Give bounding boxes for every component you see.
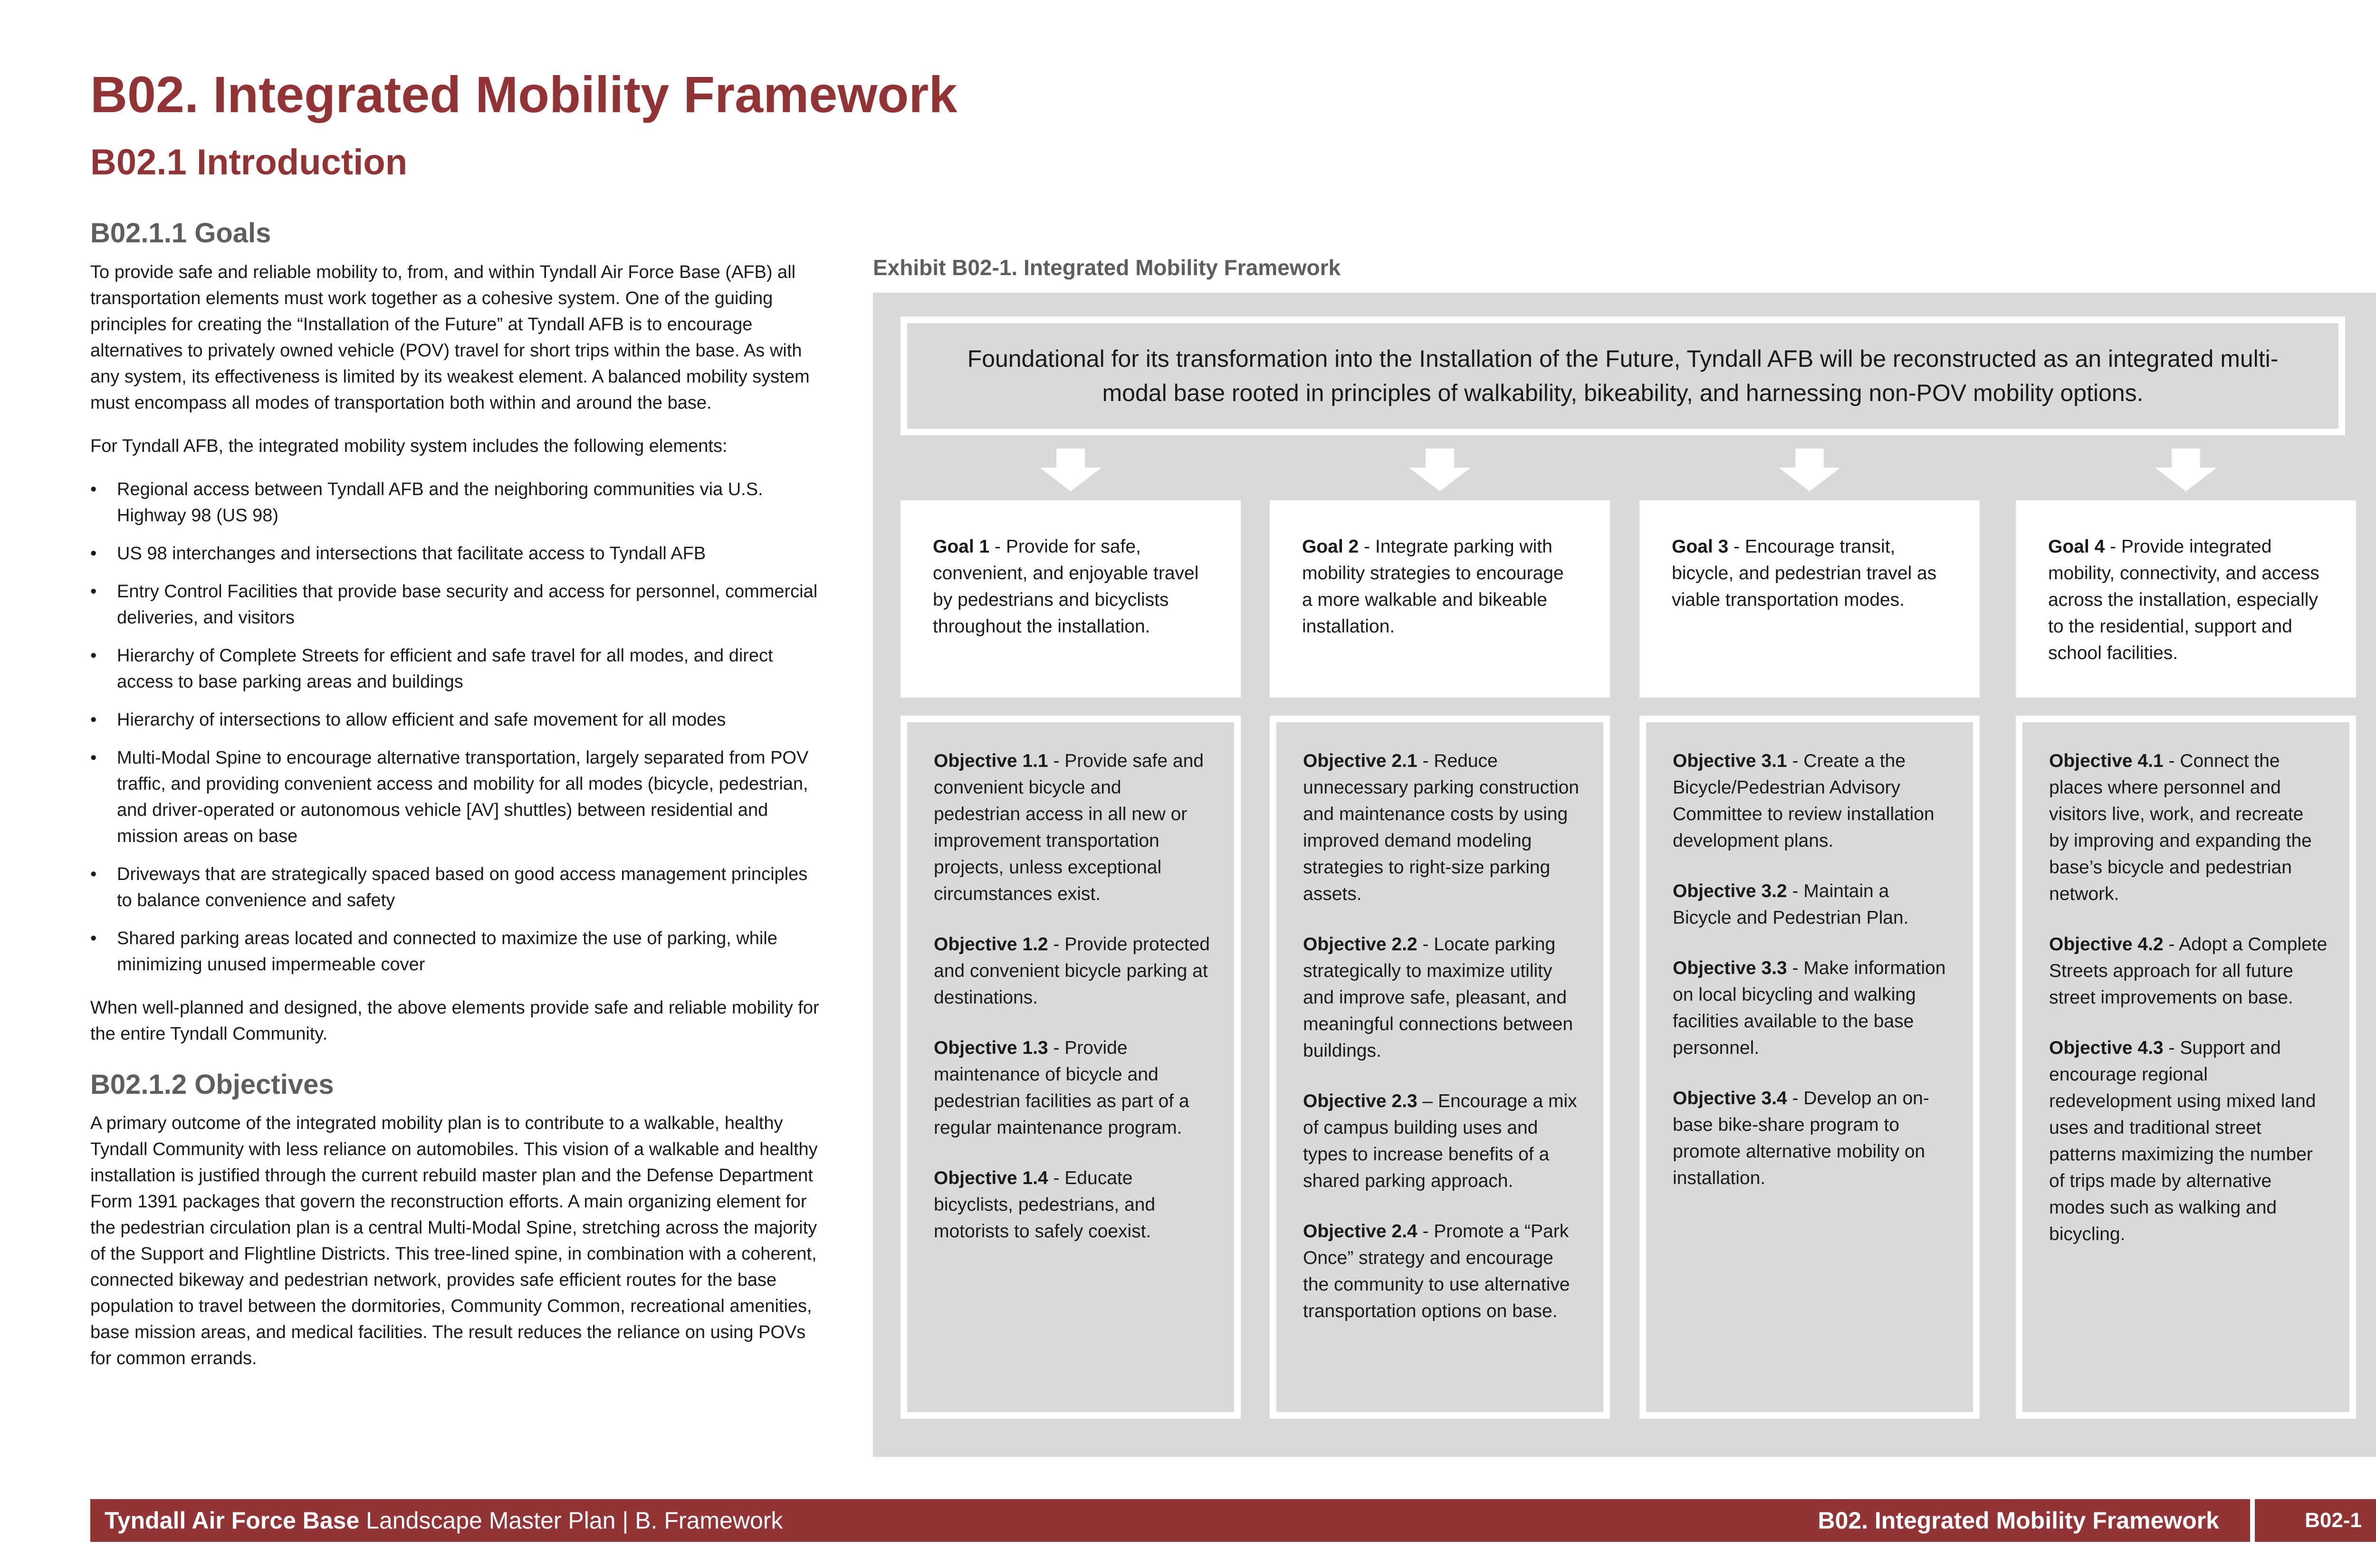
footer-divider — [2250, 1499, 2255, 1542]
list-item-text: Regional access between Tyndall AFB and the neighboring communities via U.S. Highway 98 (US 98) — [117, 479, 763, 526]
goal-card-1 — [901, 500, 1241, 698]
objective-text: - Locate parking strategically to maximize utility and improve safe, pleasant, and meaningful connections between buildings. — [1303, 934, 1573, 1061]
objective-text: - Maintain a Bicycle and Pedestrian Plan. — [1673, 881, 1909, 928]
list-item-text: Entry Control Facilities that provide base security and access for personnel, commercial deliveries, and visitors — [117, 581, 818, 628]
objective-text: - Provide maintenance of bicycle and pedestrian facilities as part of a regular maintenance program. — [934, 1038, 1189, 1138]
bullet-icon: • — [90, 479, 97, 499]
goal-text: - Integrate parking with mobility strategies to encourage a more walkable and bikeable installation. — [1302, 536, 1564, 637]
goal-text: - Provide integrated mobility, connectivity, and access across the installation, especially to the residential, support and school facilities. — [2048, 536, 2319, 663]
list-item — [90, 477, 822, 529]
objective-text: - Create a the Bicycle/Pedestrian Advisory Committee to review installation development plans. — [1673, 751, 1935, 851]
objective-label: Objective 2.4 — [1303, 1221, 1418, 1242]
goal-label: Goal 1 — [933, 536, 990, 557]
list-item-text: Driveways that are strategically spaced based on good access management principles to balance convenience and safety — [117, 864, 808, 910]
footer-base-name: Tyndall Air Force Base — [105, 1507, 360, 1534]
list-item — [90, 541, 822, 567]
page-title: B02. Integrated Mobility Framework — [90, 66, 958, 123]
list-item — [90, 745, 822, 850]
footer-plan-name: Landscape Master Plan | B. Framework — [359, 1507, 783, 1534]
footer-document-title — [105, 1499, 783, 1542]
exhibit-panel — [873, 293, 2376, 1457]
list-item-text: US 98 interchanges and intersections that facilitate access to Tyndall AFB — [117, 543, 706, 564]
objective-text: - Support and encourage regional redevelopment using mixed land uses and traditional street patterns maximizing the number of trips made by alternative modes such as walking and bicycling. — [2049, 1038, 2316, 1244]
goal-card-4 — [2016, 500, 2356, 698]
objective-item — [2049, 748, 2328, 908]
goal-text: - Encourage transit, bicycle, and pedestrian travel as viable transportation modes. — [1672, 536, 1937, 610]
objective-item — [1673, 748, 1951, 854]
goals-paragraph-2: For Tyndall AFB, the integrated mobility system includes the following elements: — [90, 436, 728, 456]
bullet-icon: • — [90, 928, 97, 948]
list-item-text: Shared parking areas located and connected to maximize the use of parking, while minimizing unused impermeable cover — [117, 928, 777, 975]
footer-section-title: B02. Integrated Mobility Framework — [1818, 1507, 2219, 1534]
objective-label: Objective 1.3 — [934, 1038, 1048, 1058]
objectives-card-4 — [2016, 716, 2356, 1419]
objective-item — [1303, 931, 1581, 1064]
goals-paragraph-3: When well-planned and designed, the above elements provide safe and reliable mobility for the entire Tyndall Community. — [90, 997, 819, 1044]
list-item — [90, 861, 822, 914]
intro-box — [901, 316, 2345, 435]
objective-text: - Make information on local bicycling and walking facilities available to the base personnel. — [1673, 958, 1946, 1058]
objective-text: - Provide safe and convenient bicycle and pedestrian access in all new or improvement transportation projects, unless exceptional circumstances exist. — [934, 751, 1204, 904]
objective-text: - Adopt a Complete Streets approach for all future street improvements on base. — [2049, 934, 2328, 1008]
bullet-icon: • — [90, 747, 97, 768]
objective-item — [1673, 1085, 1951, 1192]
objective-label: Objective 2.1 — [1303, 751, 1418, 771]
objective-text: - Educate bicyclists, pedestrians, and motorists to safely coexist. — [934, 1168, 1156, 1242]
list-item — [90, 926, 822, 978]
objective-item — [934, 1035, 1212, 1141]
down-arrow-icon — [2155, 449, 2217, 491]
list-item-text: Multi-Modal Spine to encourage alternative transportation, largely separated from POV traffic, and providing convenient access and mobility for all modes (bicycle, pedestrian, and driver-operated or autonomous vehicle [AV] shuttles) between residential and mission areas on base — [117, 747, 809, 846]
objective-item — [934, 748, 1212, 908]
down-arrow-icon — [1779, 449, 1840, 491]
down-arrow-icon — [1409, 449, 1471, 491]
goal-text: - Provide for safe, convenient, and enjoyable travel by pedestrians and bicyclists throughout the installation. — [933, 536, 1199, 637]
objective-label: Objective 1.2 — [934, 934, 1048, 955]
objective-text: - Promote a “Park Once” strategy and encourage the community to use alternative transportation options on base. — [1303, 1221, 1570, 1321]
objective-label: Objective 3.3 — [1673, 958, 1787, 978]
objective-label: Objective 4.2 — [2049, 934, 2164, 955]
goal-label: Goal 3 — [1672, 536, 1729, 557]
exhibit-caption: Exhibit B02-1. Integrated Mobility Framework — [873, 255, 1341, 280]
objective-text: - Connect the places where personnel and visitors live, work, and recreate by improving and expanding the base’s bicycle and pedestrian network. — [2049, 751, 2312, 904]
intro-text: Foundational for its transformation into the Installation of the Future, Tyndall AFB will be reconstructed as an integrated multi-modal base rooted in principles of walkability, bikeability, and harnessing non-POV mobility options. — [907, 323, 2338, 429]
left-column — [90, 217, 822, 1389]
objective-item — [1303, 1218, 1581, 1325]
goal-card-3 — [1639, 500, 1980, 698]
objectives-card-2 — [1270, 716, 1610, 1419]
list-item — [90, 643, 822, 695]
bullet-icon: • — [90, 709, 97, 730]
down-arrow-icon — [1040, 449, 1102, 491]
bullet-icon: • — [90, 864, 97, 884]
list-item-text: Hierarchy of intersections to allow efficient and safe movement for all modes — [117, 709, 726, 730]
objective-item — [934, 931, 1212, 1011]
objective-text: - Develop an on-base bike-share program to promote alternative mobility on installation. — [1673, 1088, 1929, 1188]
objective-label: Objective 1.1 — [934, 751, 1048, 771]
objectives-card-1 — [901, 716, 1241, 1419]
bullet-icon: • — [90, 581, 97, 602]
objective-item — [2049, 1035, 2328, 1248]
goals-paragraph-1: To provide safe and reliable mobility to, from, and within Tyndall Air Force Base (AFB) all transportation elements must work together as a cohesive system. One of the guiding principles for creating the “Installation of the Future” at Tyndall AFB is to encourage alternatives to privately owned vehicle (POV) travel for short trips within the base. As with any system, its effectiveness is limited by its weakest element. A balanced mobility system must encompass all modes of transportation both within and around the base. — [90, 262, 810, 413]
list-item — [90, 579, 822, 631]
objective-item — [934, 1165, 1212, 1245]
objective-label: Objective 2.3 — [1303, 1091, 1418, 1111]
page-footer — [90, 1499, 2376, 1542]
objective-item — [1673, 878, 1951, 931]
objective-label: Objective 2.2 — [1303, 934, 1418, 955]
list-item — [90, 707, 822, 733]
objective-label: Objective 3.2 — [1673, 881, 1787, 901]
objective-item — [2049, 931, 2328, 1011]
section-subtitle: B02.1 Introduction — [90, 142, 408, 182]
objective-label: Objective 4.3 — [2049, 1038, 2164, 1058]
objective-text: – Encourage a mix of campus building uses and types to increase benefits of a shared parking approach. — [1303, 1091, 1577, 1191]
objective-label: Objective 3.4 — [1673, 1088, 1787, 1109]
elements-list — [90, 477, 822, 978]
goal-label: Goal 2 — [1302, 536, 1359, 557]
objective-label: Objective 1.4 — [934, 1168, 1048, 1188]
bullet-icon: • — [90, 645, 97, 666]
bullet-icon: • — [90, 543, 97, 564]
objective-label: Objective 4.1 — [2049, 751, 2164, 771]
goal-label: Goal 4 — [2048, 536, 2105, 557]
objectives-card-3 — [1639, 716, 1980, 1419]
objective-item — [1303, 1088, 1581, 1195]
goals-heading: B02.1.1 Goals — [90, 218, 271, 249]
objective-item — [1673, 955, 1951, 1061]
goal-card-2 — [1270, 500, 1610, 698]
list-item-text: Hierarchy of Complete Streets for efficient and safe travel for all modes, and direct access to base parking areas and buildings — [117, 645, 773, 692]
objectives-paragraph: A primary outcome of the integrated mobility plan is to contribute to a walkable, healthy Tyndall Community with less reliance on automobiles. This vision of a walkable and healthy installation is justified through the current rebuild master plan and the Defense Department Form 1391 packages that govern the reconstruction efforts. A main organizing element for the pedestrian circulation plan is a central Multi-Modal Spine, stretching across the majority of the Support and Flightline Districts. This tree-lined spine, in combination with a coherent, connected bikeway and pedestrian network, provides safe efficient routes for the base population to travel between the dormitories, Community Common, recreational amenities, base mission areas, and medical facilities. The result reduces the reliance on using POVs for common errands. — [90, 1113, 818, 1369]
objective-text: - Provide protected and convenient bicycle parking at destinations. — [934, 934, 1210, 1008]
objectives-heading: B02.1.2 Objectives — [90, 1069, 334, 1100]
objective-item — [1303, 748, 1581, 908]
objective-label: Objective 3.1 — [1673, 751, 1787, 771]
objective-text: - Reduce unnecessary parking construction and maintenance costs by using improved demand modeling strategies to right-size parking assets. — [1303, 751, 1579, 904]
page-number: B02-1 — [2305, 1509, 2362, 1532]
